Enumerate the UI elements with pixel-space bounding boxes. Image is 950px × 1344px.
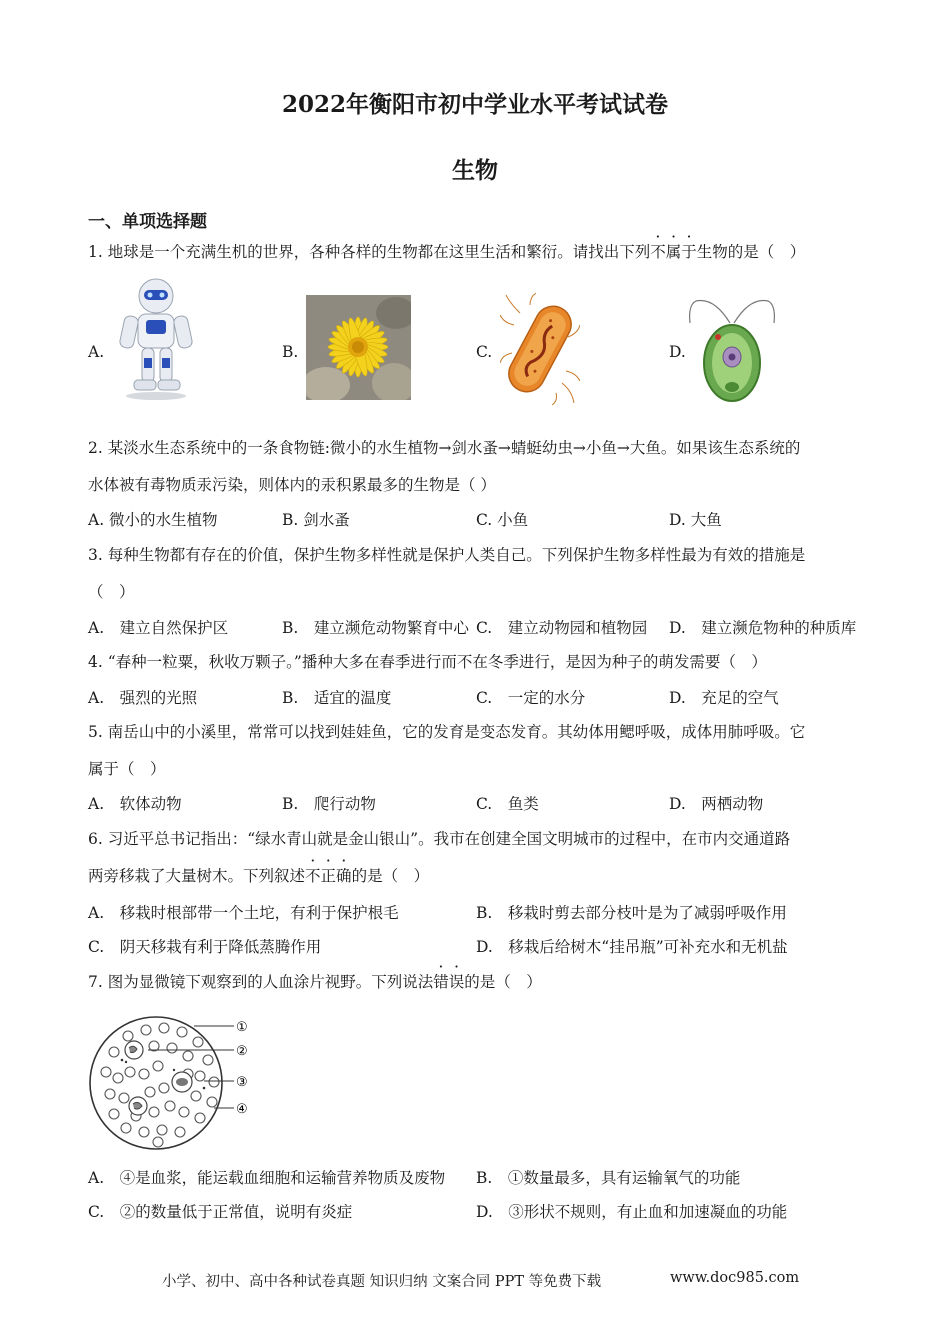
diagram-label-1: ① [236, 1020, 248, 1035]
q5-option-c: C. 鱼类 [476, 795, 539, 813]
q6-option-d: D. 移栽后给树木“挂吊瓶”可补充水和无机盐 [476, 938, 788, 956]
section-heading: 一、单项选择题 [88, 212, 207, 232]
question-7: 7. 图为显微镜下观察到的人血涂片视野。下列说法错误的是（ ） [88, 973, 542, 991]
question-2-line2: 水体被有毒物质汞污染，则体内的汞积累最多的生物是（ ） [88, 476, 496, 494]
q3-option-c: C. 建立动物园和植物园 [476, 619, 648, 637]
q1-option-c: C. [476, 343, 493, 361]
q5-option-a: A. 软体动物 [88, 795, 182, 813]
q3-option-a: A. 建立自然保护区 [88, 619, 229, 637]
question-5-line1: 5. 南岳山中的小溪里，常常可以找到娃娃鱼，它的发育是变态发育。其幼体用鳃呼吸，成体用肺呼吸。它 [88, 723, 806, 741]
q6-option-c: C. 阴天移栽有利于降低蒸腾作用 [88, 938, 322, 956]
q2-option-c: C. 小鱼 [476, 511, 529, 529]
question-2-line1: 2. 某淡水生态系统中的一条食物链:微小的水生植物→剑水蚤→蜻蜓幼虫→小鱼→大鱼。如果该生态系统的 [88, 439, 801, 457]
q1-option-b: B. [282, 343, 299, 361]
question-3-line1: 3. 每种生物都有存在的价值，保护生物多样性就是保护人类自己。下列保护生物多样性最为有效的措施是 [88, 546, 806, 564]
q6-option-b: B. 移栽时剪去部分枝叶是为了减弱呼吸作用 [476, 904, 787, 922]
q4-option-b: B. 适宜的温度 [282, 689, 392, 707]
q2-option-b: B. 剑水蚤 [282, 511, 350, 529]
q2-option-d: D. 大鱼 [669, 511, 722, 529]
q1-option-d: D. [669, 343, 686, 361]
q6-option-a: A. 移栽时根部带一个土坨，有利于保护根毛 [88, 904, 399, 922]
diagram-label-2: ② [236, 1044, 248, 1059]
question-6-line1: 6. 习近平总书记指出：“绿水青山就是金山银山”。我市在创建全国文明城市的过程中，在市内交通道路 [88, 830, 791, 848]
question-1: 1. 地球是一个充满生机的世界，各种各样的生物都在这里生活和繁衍。请找出下列不属于生物的是（ ） [88, 243, 806, 261]
page-title: 2022年衡阳市初中学业水平考试试卷 [281, 91, 668, 118]
q5-option-b: B. 爬行动物 [282, 795, 376, 813]
subject-title: 生物 [452, 157, 498, 184]
bacterium-image [500, 293, 580, 405]
q3-option-d: D. 建立濒危物种的种质库 [669, 619, 857, 637]
diagram-label-3: ③ [236, 1075, 248, 1090]
q1-option-a: A. [88, 343, 105, 361]
q2-option-a: A. 微小的水生植物 [88, 511, 218, 529]
q3-option-b: B. 建立濒危动物繁育中心 [282, 619, 469, 637]
q4-option-c: C. 一定的水分 [476, 689, 586, 707]
q7-option-a: A. ④是血浆，能运载血细胞和运输营养物质及废物 [88, 1169, 446, 1187]
question-6-line2: 两旁移栽了大量树木。下列叙述不正确的是（ ） [88, 867, 430, 885]
question-4: 4. “春种一粒粟，秋收万颗子。”播种大多在春季进行而不在冬季进行，是因为种子的萌发需要（ ） [88, 653, 767, 671]
footer-text: 小学、初中、高中各种试卷真题 知识归纳 文案合同 PPT 等免费下载 [162, 1274, 602, 1290]
q7-option-b: B. ①数量最多，具有运输氧气的功能 [476, 1169, 741, 1187]
blood-smear-diagram [88, 1008, 268, 1158]
diagram-label-4: ④ [236, 1102, 248, 1117]
flower-image [306, 295, 411, 400]
robot-image [108, 276, 204, 402]
q7-option-d: D. ③形状不规则，有止血和加速凝血的功能 [476, 1203, 788, 1221]
footer-url: www.doc985.com [670, 1270, 800, 1286]
q7-option-c: C. ②的数量低于正常值，说明有炎症 [88, 1203, 353, 1221]
q4-option-d: D. 充足的空气 [669, 689, 779, 707]
question-3-line2: （ ） [88, 583, 135, 601]
chlamydomonas-image [684, 293, 780, 405]
q4-option-a: A. 强烈的光照 [88, 689, 198, 707]
question-5-line2: 属于（ ） [88, 760, 166, 778]
q5-option-d: D. 两栖动物 [669, 795, 764, 813]
